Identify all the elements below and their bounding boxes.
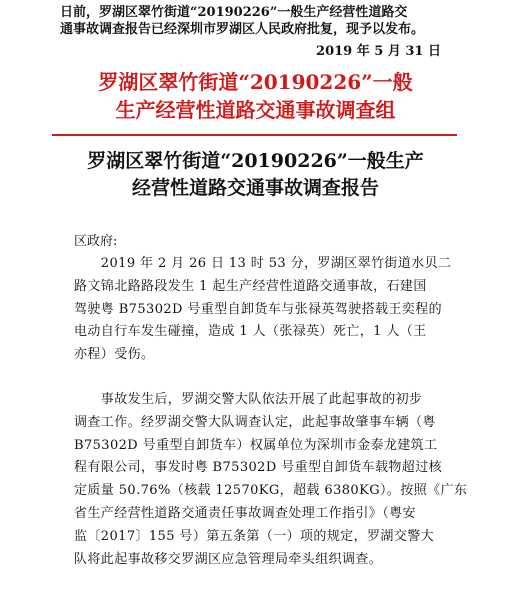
paragraph-line: B75302D 号重型自卸货车）权属单位为深圳市金泰龙建筑工 <box>74 437 438 453</box>
paragraph-line: 路文锦北路路段发生 1 起生产经营性道路交通事故，石建国 <box>74 278 427 294</box>
salutation: 区政府: <box>74 234 118 249</box>
paragraph-line: 监〔2017〕155 号）第五条第（一）项的规定，罗湖交警大 <box>74 528 435 544</box>
paragraph-line: 定质量 50.76%（核载 12570KG，超载 6380KG）。按照《广东 <box>74 483 468 499</box>
paragraph-line: 程有限公司，事发时粤 B75302D 号重型自卸货车载物超过核 <box>74 460 442 476</box>
paragraph-incident <box>74 253 452 367</box>
release-notice <box>60 4 450 38</box>
paragraph-line: 驾驶粤 B75302D 号重型自卸货车与张禄英驾驶搭载王奕程的 <box>74 301 442 317</box>
paragraph-line: 调查工作。经罗湖交警大队调查认定，此起事故肇事车辆（粤 <box>74 414 436 430</box>
paragraph-line: 队将此起事故移交罗湖区应急管理局牵头组织调查。 <box>74 551 383 567</box>
paragraph-line: 事故发生后，罗湖交警大队依法开展了此起事故的初步 <box>74 392 423 407</box>
red-divider <box>52 134 457 136</box>
release-date: 2019 年 5 月 31 日 <box>316 44 441 59</box>
report-title-line-1: 罗湖区翠竹街道“20190226”一般生产 <box>87 150 424 172</box>
report-title-line-2: 经营性道路交通事故调查报告 <box>131 177 379 199</box>
paragraph-line: 亦程）受伤。 <box>74 347 155 363</box>
paragraph-line: 电动自行车发生碰撞，造成 1 人（张禄英）死亡，1 人（王 <box>74 324 427 340</box>
notice-line: 日前，罗湖区翠竹街道“20190226”一般生产经营性道路交 <box>60 5 408 20</box>
paragraph-line: 省生产经营性道路交通责任事故调查处理工作指引》（粤安 <box>74 505 416 521</box>
issuer-line-2: 生产经营性道路交通事故调查组 <box>115 98 396 122</box>
paragraph-line: 2019 年 2 月 26 日 13 时 53 分，罗湖区翠竹街道水贝二 <box>74 256 452 271</box>
issuer-line-1: 罗湖区翠竹街道“20190226”一般 <box>98 70 413 94</box>
paragraph-investigation <box>74 389 468 571</box>
notice-line: 通事故调查报告已经深圳市罗湖区人民政府批复，现予以发布。 <box>60 22 425 37</box>
